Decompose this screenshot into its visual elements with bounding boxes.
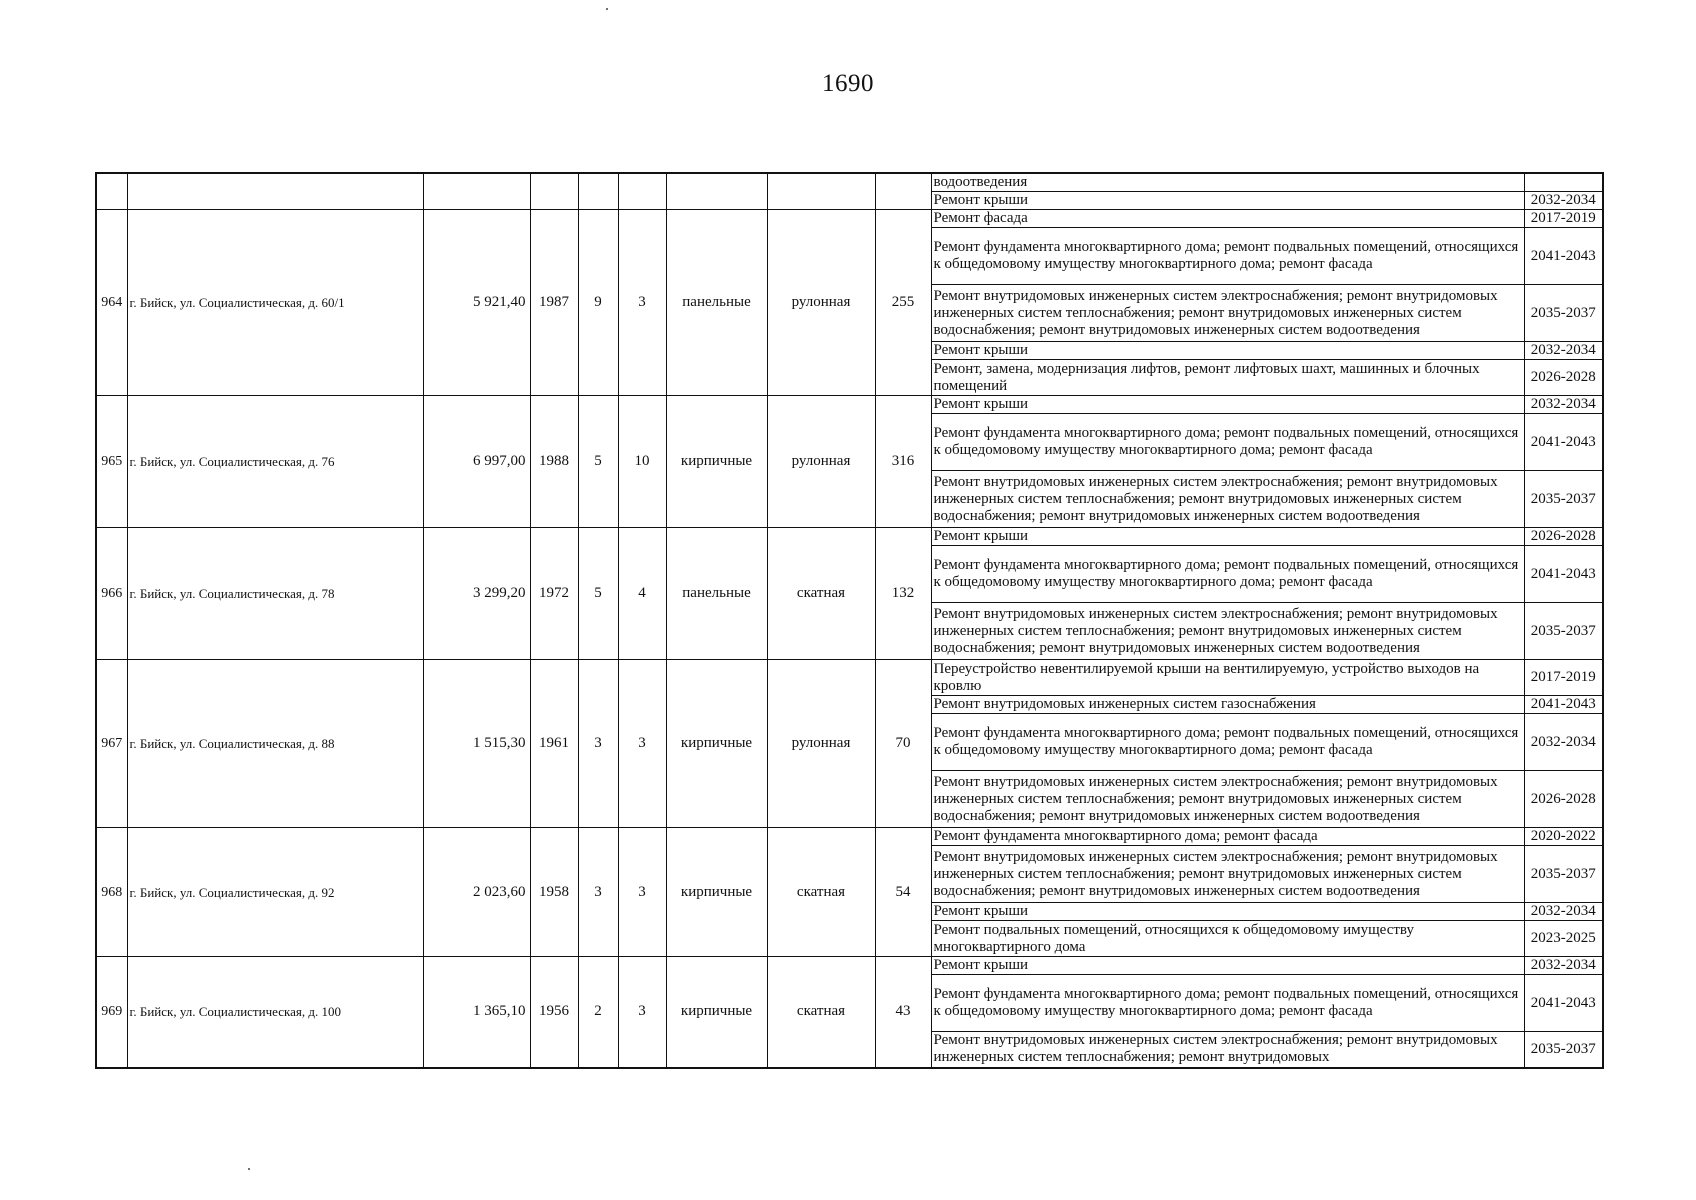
- period-cell: 2041-2043: [1524, 696, 1603, 714]
- walls-cell: кирпичные: [666, 957, 767, 1068]
- period-cell: 2026-2028: [1524, 771, 1603, 828]
- empty-cell-residents: [875, 173, 931, 210]
- scan-speck: [248, 1168, 250, 1170]
- work-cell: Ремонт крыши: [931, 396, 1524, 414]
- period-cell: 2017-2019: [1524, 660, 1603, 696]
- walls-cell: панельные: [666, 528, 767, 660]
- work-cell: Ремонт крыши: [931, 192, 1524, 210]
- capital-repair-register-table: [95, 172, 1604, 1069]
- period-cell: 2035-2037: [1524, 471, 1603, 528]
- period-cell: 2035-2037: [1524, 603, 1603, 660]
- page-number: 1690: [822, 70, 874, 97]
- period-cell: 2041-2043: [1524, 975, 1603, 1032]
- entrances-cell: 3: [618, 828, 666, 957]
- period-cell: 2041-2043: [1524, 414, 1603, 471]
- period-cell: 2041-2043: [1524, 228, 1603, 285]
- residents-cell: 316: [875, 396, 931, 528]
- work-cell: водоотведения: [931, 173, 1524, 192]
- entrances-cell: 4: [618, 528, 666, 660]
- area-cell: 1 365,10: [423, 957, 530, 1068]
- period-cell: 2032-2034: [1524, 957, 1603, 975]
- year-cell: 1958: [530, 828, 578, 957]
- work-cell: Ремонт подвальных помещений, относящихся к общедомовому имуществу многоквартирного дома: [931, 921, 1524, 957]
- empty-cell-entrances: [618, 173, 666, 210]
- building-row: [96, 210, 1603, 228]
- entrances-cell: 3: [618, 210, 666, 396]
- floors-cell: 3: [578, 828, 618, 957]
- residents-cell: 43: [875, 957, 931, 1068]
- work-cell: Ремонт внутридомовых инженерных систем электроснабжения; ремонт внутридомовых инженерных систем теплоснабжения; ремонт внутридомовых инженерных систем водоснабжения; ремонт внутридомовых инженерных систем водоотведения: [931, 771, 1524, 828]
- entrances-cell: 3: [618, 660, 666, 828]
- work-cell: Ремонт внутридомовых инженерных систем газоснабжения: [931, 696, 1524, 714]
- row-number: 966: [96, 528, 127, 660]
- building-row: [96, 528, 1603, 546]
- residents-cell: 255: [875, 210, 931, 396]
- period-cell: 2032-2034: [1524, 396, 1603, 414]
- area-cell: 5 921,40: [423, 210, 530, 396]
- roof-cell: скатная: [767, 528, 875, 660]
- period-cell: 2017-2019: [1524, 210, 1603, 228]
- address-cell: г. Бийск, ул. Социалистическая, д. 78: [127, 528, 423, 660]
- work-cell: Ремонт внутридомовых инженерных систем электроснабжения; ремонт внутридомовых инженерных систем теплоснабжения; ремонт внутридомовых инженерных систем водоснабжения; ремонт внутридомовых инженерных систем водоотведения: [931, 285, 1524, 342]
- period-cell: 2035-2037: [1524, 285, 1603, 342]
- work-cell: Ремонт фундамента многоквартирного дома; ремонт подвальных помещений, относящихся к общедомовому имуществу многоквартирного дома; ремонт фасада: [931, 228, 1524, 285]
- roof-cell: рулонная: [767, 660, 875, 828]
- work-cell: Ремонт фундамента многоквартирного дома; ремонт подвальных помещений, относящихся к общедомовому имуществу многоквартирного дома; ремонт фасада: [931, 414, 1524, 471]
- year-cell: 1988: [530, 396, 578, 528]
- empty-cell-area: [423, 173, 530, 210]
- work-cell: Ремонт фундамента многоквартирного дома; ремонт подвальных помещений, относящихся к общедомовому имуществу многоквартирного дома; ремонт фасада: [931, 975, 1524, 1032]
- period-cell: 2032-2034: [1524, 714, 1603, 771]
- work-cell: Ремонт внутридомовых инженерных систем электроснабжения; ремонт внутридомовых инженерных систем теплоснабжения; ремонт внутридомовых инженерных систем водоснабжения; ремонт внутридомовых инженерных систем водоотведения: [931, 471, 1524, 528]
- roof-cell: рулонная: [767, 210, 875, 396]
- roof-cell: скатная: [767, 828, 875, 957]
- floors-cell: 5: [578, 528, 618, 660]
- work-cell: Ремонт крыши: [931, 528, 1524, 546]
- area-cell: 1 515,30: [423, 660, 530, 828]
- floors-cell: 9: [578, 210, 618, 396]
- walls-cell: кирпичные: [666, 660, 767, 828]
- entrances-cell: 10: [618, 396, 666, 528]
- period-cell: 2041-2043: [1524, 546, 1603, 603]
- period-cell: 2035-2037: [1524, 846, 1603, 903]
- period-cell: 2026-2028: [1524, 528, 1603, 546]
- year-cell: 1961: [530, 660, 578, 828]
- period-cell: 2032-2034: [1524, 192, 1603, 210]
- address-cell: г. Бийск, ул. Социалистическая, д. 92: [127, 828, 423, 957]
- continuation-row: [96, 173, 1603, 192]
- empty-cell-year: [530, 173, 578, 210]
- row-number: 967: [96, 660, 127, 828]
- roof-cell: рулонная: [767, 396, 875, 528]
- scan-speck: [606, 8, 608, 10]
- empty-cell-roof: [767, 173, 875, 210]
- address-cell: г. Бийск, ул. Социалистическая, д. 88: [127, 660, 423, 828]
- empty-cell-address: [127, 173, 423, 210]
- entrances-cell: 3: [618, 957, 666, 1068]
- year-cell: 1972: [530, 528, 578, 660]
- work-cell: Ремонт фасада: [931, 210, 1524, 228]
- roof-cell: скатная: [767, 957, 875, 1068]
- work-cell: Ремонт внутридомовых инженерных систем электроснабжения; ремонт внутридомовых инженерных систем теплоснабжения; ремонт внутридомовых: [931, 1032, 1524, 1068]
- residents-cell: 70: [875, 660, 931, 828]
- period-cell: [1524, 173, 1603, 192]
- floors-cell: 5: [578, 396, 618, 528]
- area-cell: 3 299,20: [423, 528, 530, 660]
- walls-cell: кирпичные: [666, 828, 767, 957]
- residents-cell: 54: [875, 828, 931, 957]
- work-cell: Ремонт внутридомовых инженерных систем электроснабжения; ремонт внутридомовых инженерных систем теплоснабжения; ремонт внутридомовых инженерных систем водоснабжения; ремонт внутридомовых инженерных систем водоотведения: [931, 846, 1524, 903]
- area-cell: 6 997,00: [423, 396, 530, 528]
- work-cell: Ремонт фундамента многоквартирного дома; ремонт подвальных помещений, относящихся к общедомовому имуществу многоквартирного дома; ремонт фасада: [931, 546, 1524, 603]
- work-cell: Ремонт фундамента многоквартирного дома; ремонт фасада: [931, 828, 1524, 846]
- work-cell: Ремонт внутридомовых инженерных систем электроснабжения; ремонт внутридомовых инженерных систем теплоснабжения; ремонт внутридомовых инженерных систем водоснабжения; ремонт внутридомовых инженерных систем водоотведения: [931, 603, 1524, 660]
- building-row: [96, 396, 1603, 414]
- year-cell: 1956: [530, 957, 578, 1068]
- area-cell: 2 023,60: [423, 828, 530, 957]
- address-cell: г. Бийск, ул. Социалистическая, д. 100: [127, 957, 423, 1068]
- period-cell: 2032-2034: [1524, 903, 1603, 921]
- empty-cell-walls: [666, 173, 767, 210]
- year-cell: 1987: [530, 210, 578, 396]
- floors-cell: 2: [578, 957, 618, 1068]
- empty-cell-no: [96, 173, 127, 210]
- residents-cell: 132: [875, 528, 931, 660]
- address-cell: г. Бийск, ул. Социалистическая, д. 60/1: [127, 210, 423, 396]
- work-cell: Ремонт крыши: [931, 957, 1524, 975]
- building-row: [96, 957, 1603, 975]
- address-cell: г. Бийск, ул. Социалистическая, д. 76: [127, 396, 423, 528]
- work-cell: Ремонт, замена, модернизация лифтов, ремонт лифтовых шахт, машинных и блочных помещений: [931, 360, 1524, 396]
- row-number: 968: [96, 828, 127, 957]
- period-cell: 2035-2037: [1524, 1032, 1603, 1068]
- work-cell: Переустройство невентилируемой крыши на вентилируемую, устройство выходов на кровлю: [931, 660, 1524, 696]
- work-cell: Ремонт фундамента многоквартирного дома; ремонт подвальных помещений, относящихся к общедомовому имуществу многоквартирного дома; ремонт фасада: [931, 714, 1524, 771]
- row-number: 965: [96, 396, 127, 528]
- row-number: 969: [96, 957, 127, 1068]
- empty-cell-floors: [578, 173, 618, 210]
- walls-cell: панельные: [666, 210, 767, 396]
- period-cell: 2020-2022: [1524, 828, 1603, 846]
- period-cell: 2032-2034: [1524, 342, 1603, 360]
- walls-cell: кирпичные: [666, 396, 767, 528]
- period-cell: 2023-2025: [1524, 921, 1603, 957]
- period-cell: 2026-2028: [1524, 360, 1603, 396]
- building-row: [96, 660, 1603, 696]
- building-row: [96, 828, 1603, 846]
- row-number: 964: [96, 210, 127, 396]
- work-cell: Ремонт крыши: [931, 903, 1524, 921]
- register-body: [96, 173, 1603, 1068]
- work-cell: Ремонт крыши: [931, 342, 1524, 360]
- floors-cell: 3: [578, 660, 618, 828]
